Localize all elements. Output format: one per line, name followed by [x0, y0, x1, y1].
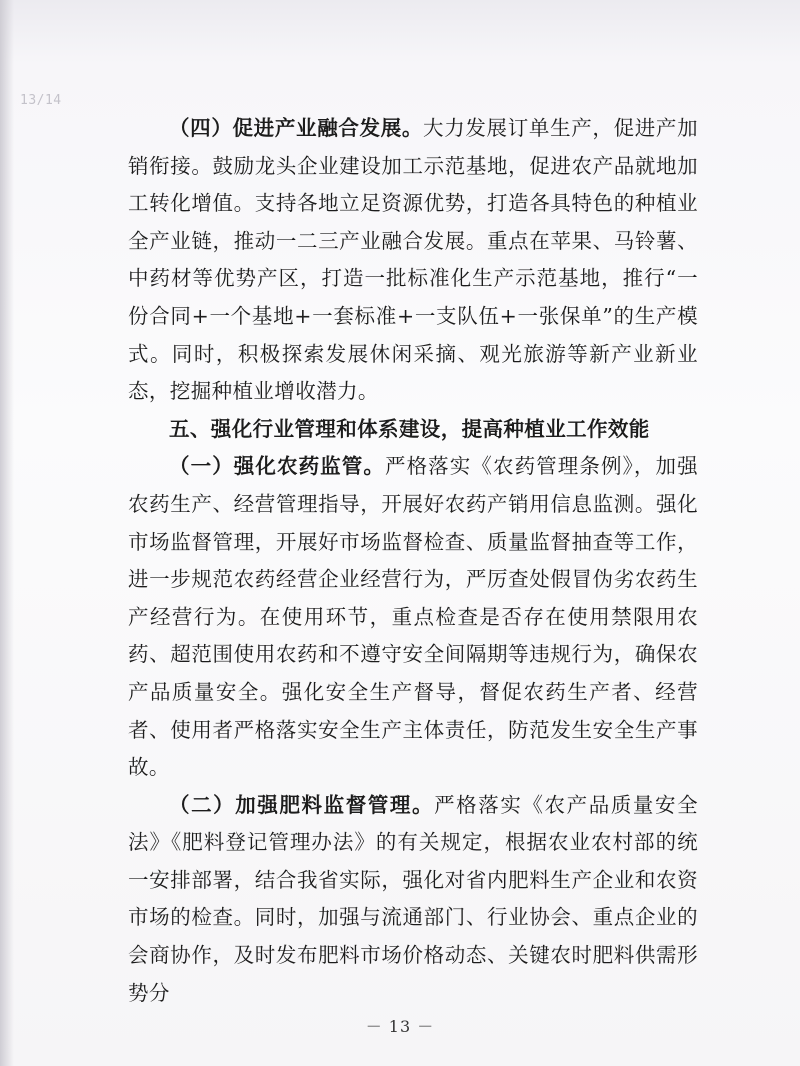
page-header-mark: 13/14 — [20, 93, 62, 108]
item-2-text: 严格落实《农产品质量安全法》《肥料登记管理办法》的有关规定，根据农业农村部的统一安排部署，结合我省实际，强化对省内肥料生产企业和农资市场的检查。同时，加强与流通部门、行业协会、重点企业的会商协作，及时发布肥料市场价格动态、关键农时肥料供需形势分 — [128, 792, 698, 1005]
section-4-text: 大力发展订单生产，促进产加销衔接。鼓励龙头企业建设加工示范基地，促进农产品就地加工转化增值。支持各地立足资源优势，打造各具特色的种植业全产业链，推动一二三产业融合发展。重点在苹果、马铃薯、中药材等优势产区，打造一批标准化生产示范基地，推行“一份合同+一个基地+一套标准+一支队伍+一张保单”的生产模式。同时，积极探索发展休闲采摘、观光旅游等新产业新业态，挖掘种植业增收潜力。 — [128, 116, 698, 404]
paragraph-item-2 — [128, 787, 698, 1013]
paragraph-item-1 — [128, 448, 698, 786]
page-number: － 13 － — [365, 1017, 435, 1036]
paragraph-section-4 — [128, 110, 698, 411]
item-1-text: 严格落实《农药管理条例》，加强农药生产、经营管理指导，开展好农药产销用信息监测。强化市场监督管理，开展好市场监督检查、质量监督抽查等工作，进一步规范农药经营企业经营行为，严厉查处假冒伪劣农药生产经营行为。在使用环节，重点检查是否存在使用禁限用农药、超范围使用农药和不遵守安全间隔期等违规行为，确保农产品质量安全。强化安全生产督导，督促农药生产者、经营者、使用者严格落实安全生产主体责任，防范发生安全生产事故。 — [128, 454, 699, 780]
section-4-lead: （四）促进产业融合发展。 — [169, 116, 424, 140]
item-2-lead: （二）加强肥料监督管理。 — [169, 792, 435, 817]
page-edge-shadow — [0, 0, 14, 1066]
item-1-lead: （一）强化农药监管。 — [169, 454, 385, 479]
document-body — [128, 110, 698, 1012]
chapter-5-heading: 五、强化行业管理和体系建设，提高种植业工作效能 — [169, 416, 650, 441]
